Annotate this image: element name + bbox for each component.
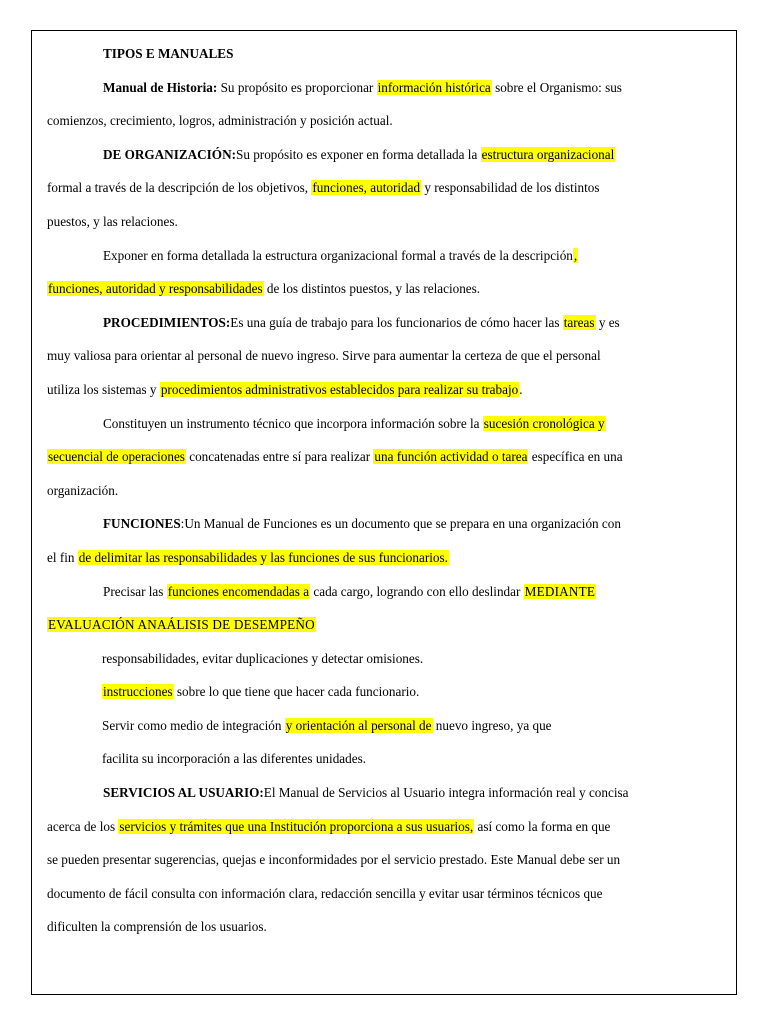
- text-run: Precisar las: [103, 583, 167, 599]
- highlighted-text: una función actividad o tarea: [374, 449, 528, 465]
- highlighted-text: funciones encomendadas a: [167, 583, 310, 599]
- paragraph-line: [47, 380, 727, 414]
- paragraph-exponer: [47, 246, 727, 280]
- text-run: utiliza los sistemas y: [47, 381, 160, 397]
- text-run: muy valiosa para orientar al personal de nuevo ingreso. Sirve para aumentar la certeza de que el personal: [47, 348, 601, 364]
- paragraph-funciones: [47, 514, 727, 548]
- text-run: el fin: [47, 549, 78, 565]
- paragraph-line: [47, 212, 727, 246]
- text-run: dificulten la comprensión de los usuarios.: [47, 919, 267, 935]
- bold-heading-text: SERVICIOS AL USUARIO:: [103, 785, 264, 801]
- highlighted-text: MEDIANTE: [524, 583, 596, 599]
- paragraph-responsabilidades: [47, 649, 727, 683]
- bold-heading-text: TIPOS E MANUALES: [103, 46, 234, 61]
- highlighted-text: instrucciones: [103, 684, 173, 700]
- paragraph-line: [47, 548, 727, 582]
- text-run: concatenadas entre sí para realizar: [185, 449, 374, 465]
- text-run: organización.: [47, 482, 119, 498]
- text-run: comienzos, crecimiento, logros, administración y posición actual.: [47, 113, 393, 129]
- paragraph-procedimientos: [47, 313, 727, 347]
- bold-heading-text: Manual de Historia:: [103, 79, 218, 95]
- paragraph-facilita: [47, 749, 727, 783]
- text-run: nuevo ingreso, ya que: [432, 717, 552, 733]
- text-run: y responsabilidad de los distintos: [421, 180, 600, 196]
- text-run: responsabilidades, evitar duplicaciones y detectar omisiones.: [102, 650, 424, 666]
- paragraph-instrucciones: [47, 682, 727, 716]
- paragraph-line: [47, 178, 727, 212]
- paragraph-line: [47, 817, 727, 851]
- text-run: puestos, y las relaciones.: [47, 213, 178, 229]
- document-body: [47, 44, 727, 951]
- paragraph-servicios-al-usuario: [47, 783, 727, 817]
- paragraph-line: [47, 346, 727, 380]
- highlighted-text: y orientación al personal de: [285, 717, 432, 733]
- text-run: Constituyen un instrumento técnico que incorpora información sobre la: [103, 415, 483, 431]
- highlighted-text: funciones, autoridad y responsabilidades: [48, 281, 263, 297]
- text-run: documento de fácil consulta con información clara, redacción sencilla y evitar usar términos técnicos que: [47, 885, 603, 901]
- text-run: Servir como medio de integración: [102, 717, 285, 733]
- bold-heading-text: PROCEDIMIENTOS:: [103, 314, 231, 330]
- document-page: [31, 30, 737, 995]
- bold-heading-text: FUNCIONES: [103, 516, 181, 532]
- paragraph-manual-historia: [47, 78, 727, 112]
- highlighted-text: tareas: [563, 314, 595, 330]
- text-run: y es: [595, 314, 620, 330]
- heading-tipos-e-manuales: [47, 44, 727, 78]
- highlighted-text: procedimientos administrativos establecidos para realizar su trabajo: [160, 381, 519, 397]
- text-run: se pueden presentar sugerencias, quejas e inconformidades por el servicio prestado. Este Manual debe ser un: [47, 852, 621, 868]
- text-run: formal a través de la descripción de los objetivos,: [47, 180, 312, 196]
- paragraph-line: [47, 615, 727, 649]
- highlighted-text: secuencial de operaciones: [48, 449, 185, 465]
- highlighted-text: de delimitar las responsabilidades y las funciones de sus funcionarios.: [78, 549, 448, 565]
- highlighted-text: ,: [573, 247, 578, 263]
- highlighted-text: estructura organizacional: [481, 146, 615, 162]
- paragraph-line: [47, 447, 727, 481]
- paragraph-line: [47, 850, 727, 884]
- text-run: El Manual de Servicios al Usuario integra información real y concisa: [263, 785, 629, 801]
- text-run: cada cargo, logrando con ello deslindar: [310, 583, 524, 599]
- bold-heading-text: DE ORGANIZACIÓN:: [103, 146, 236, 162]
- highlighted-text: EVALUACIÓN ANAÁLISIS DE DESEMPEÑO: [48, 617, 315, 633]
- text-run: de los distintos puestos, y las relaciones.: [263, 281, 481, 297]
- paragraph-precisar: [47, 582, 727, 616]
- paragraph-line: [47, 111, 727, 145]
- text-run: .: [519, 381, 523, 397]
- paragraph-line: [47, 279, 727, 313]
- paragraph-constituyen: [47, 414, 727, 448]
- paragraph-de-organizacion: [47, 145, 727, 179]
- text-run: Es una guía de trabajo para los funcionarios de cómo hacer las: [230, 314, 563, 330]
- paragraph-line: [47, 884, 727, 918]
- text-run: sobre el Organismo: sus: [491, 79, 622, 95]
- paragraph-line: [47, 917, 727, 951]
- text-run: específica en una: [528, 449, 623, 465]
- text-run: acerca de los: [47, 818, 119, 834]
- paragraph-servir: [47, 716, 727, 750]
- text-run: sobre lo que tiene que hacer cada funcionario.: [173, 684, 420, 700]
- paragraph-line: [47, 481, 727, 515]
- highlighted-text: información histórica: [377, 79, 491, 95]
- text-run: así como la forma en que: [474, 818, 611, 834]
- highlighted-text: servicios y trámites que una Institución proporciona a sus usuarios,: [119, 818, 474, 834]
- text-run: :Un Manual de Funciones es un documento que se prepara en una organización con: [180, 516, 621, 532]
- highlighted-text: sucesión cronológica y: [483, 415, 605, 431]
- text-run: Exponer en forma detallada la estructura organizacional formal a través de la descripción: [103, 247, 573, 263]
- text-run: facilita su incorporación a las diferentes unidades.: [102, 751, 367, 767]
- text-run: Su propósito es proporcionar: [217, 79, 377, 95]
- text-run: Su propósito es exponer en forma detallada la: [235, 146, 481, 162]
- highlighted-text: funciones, autoridad: [312, 180, 421, 196]
